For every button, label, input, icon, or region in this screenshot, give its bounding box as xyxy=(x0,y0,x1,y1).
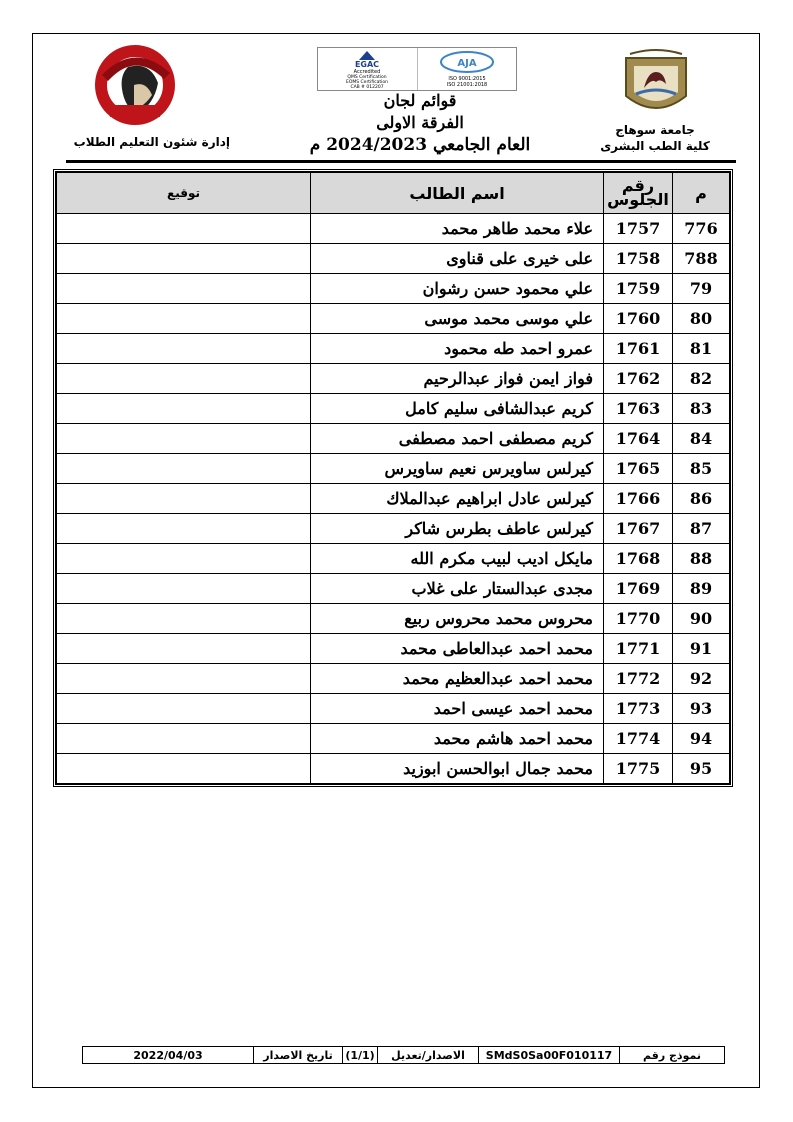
row-name: مجدى عبدالستار على غلاب xyxy=(311,574,604,604)
header-signature: توقيع xyxy=(57,173,311,214)
table-row xyxy=(57,664,730,694)
table-row xyxy=(57,454,730,484)
row-num: 86 xyxy=(673,484,730,514)
form-footer xyxy=(82,1046,725,1064)
table-row xyxy=(57,394,730,424)
row-signature xyxy=(57,304,311,334)
row-num: 88 xyxy=(673,544,730,574)
table-row xyxy=(57,574,730,604)
table-row xyxy=(57,724,730,754)
row-num: 92 xyxy=(673,664,730,694)
row-num: 94 xyxy=(673,724,730,754)
row-signature xyxy=(57,574,311,604)
certification-badges xyxy=(317,47,517,91)
table-row xyxy=(57,214,730,244)
table-row xyxy=(57,484,730,514)
egac-title: EGAC xyxy=(354,60,380,69)
row-name: كريم عبدالشافى سليم كامل xyxy=(311,394,604,424)
header-divider xyxy=(66,160,736,163)
row-num: 84 xyxy=(673,424,730,454)
row-name: كيرلس ساويرس نعيم ساويرس xyxy=(311,454,604,484)
row-seat: 1775 xyxy=(604,754,673,784)
header-name: اسم الطالب xyxy=(311,173,604,214)
university-logo xyxy=(620,48,692,120)
issue-date: 2022/04/03 xyxy=(133,1048,203,1062)
row-num: 80 xyxy=(673,304,730,334)
academic-year: العام الجامعي 2024/2023 م xyxy=(309,135,531,155)
row-seat: 1770 xyxy=(604,604,673,634)
row-name: محمد احمد عبدالعاطى محمد xyxy=(311,634,604,664)
row-seat: 1768 xyxy=(604,544,673,574)
header-seat: رقم الجلوس xyxy=(604,173,673,214)
aja-icon xyxy=(418,48,516,90)
row-num: 83 xyxy=(673,394,730,424)
table-row xyxy=(57,754,730,784)
row-name: محروس محمد محروس ربيع xyxy=(311,604,604,634)
row-name: محمد جمال ابوالحسن ابوزيد xyxy=(311,754,604,784)
row-signature xyxy=(57,424,311,454)
row-name: على خيرى على قناوى xyxy=(311,244,604,274)
row-signature xyxy=(57,604,311,634)
table-row xyxy=(57,304,730,334)
table-row xyxy=(57,424,730,454)
row-signature xyxy=(57,634,311,664)
aja-iso21001: ISO 21001:2018 xyxy=(446,82,487,88)
row-seat: 1772 xyxy=(604,664,673,694)
revision-label: الاصدار/تعديل xyxy=(377,1047,478,1063)
egac-subtitle: Accredited xyxy=(353,69,381,75)
header-num: م xyxy=(673,173,730,214)
row-seat: 1764 xyxy=(604,424,673,454)
row-signature xyxy=(57,454,311,484)
aja-iso9001: ISO 9001:2015 xyxy=(447,76,486,82)
roster-table xyxy=(56,172,730,784)
row-seat: 1758 xyxy=(604,244,673,274)
row-seat: 1765 xyxy=(604,454,673,484)
table-row xyxy=(57,514,730,544)
row-signature xyxy=(57,214,311,244)
row-num: 91 xyxy=(673,634,730,664)
row-seat: 1759 xyxy=(604,274,673,304)
university-name xyxy=(600,122,710,154)
table-row xyxy=(57,634,730,664)
row-signature xyxy=(57,694,311,724)
row-num: 89 xyxy=(673,574,730,604)
row-num: 90 xyxy=(673,604,730,634)
row-name: عمرو احمد طه محمود xyxy=(311,334,604,364)
row-seat: 1760 xyxy=(604,304,673,334)
row-seat: 1771 xyxy=(604,634,673,664)
row-seat: 1757 xyxy=(604,214,673,244)
table-row xyxy=(57,604,730,634)
row-seat: 1769 xyxy=(604,574,673,604)
row-name: محمد احمد عبدالعظيم محمد xyxy=(311,664,604,694)
aja-title: AJA xyxy=(456,58,477,69)
row-signature xyxy=(57,274,311,304)
row-signature xyxy=(57,334,311,364)
table-row xyxy=(57,364,730,394)
faculty-title: كلية الطب البشرى xyxy=(600,139,710,153)
roster-body xyxy=(57,214,730,784)
document-title xyxy=(300,90,540,156)
table-row xyxy=(57,544,730,574)
issue-label: تاريخ الاصدار xyxy=(253,1047,342,1063)
row-signature xyxy=(57,484,311,514)
row-name: محمد احمد هاشم محمد xyxy=(311,724,604,754)
row-signature xyxy=(57,394,311,424)
row-signature xyxy=(57,364,311,394)
row-name: كريم مصطفى احمد مصطفى xyxy=(311,424,604,454)
form-code: SMdS0Sa00F010117 xyxy=(478,1047,619,1063)
row-num: 87 xyxy=(673,514,730,544)
row-num: 81 xyxy=(673,334,730,364)
row-signature xyxy=(57,244,311,274)
row-num: 776 xyxy=(673,214,730,244)
egac-cab: CAB # 012207 xyxy=(350,85,384,90)
title-line-2: الفرقة الاولى xyxy=(376,113,464,132)
table-row xyxy=(57,274,730,304)
table-row xyxy=(57,694,730,724)
row-name: كيرلس عاطف بطرس شاكر xyxy=(311,514,604,544)
aja-badge xyxy=(417,48,517,90)
faculty-logo xyxy=(80,45,190,125)
row-name: محمد احمد عيسى احمد xyxy=(311,694,604,724)
row-signature xyxy=(57,544,311,574)
form-label: نموذج رقم xyxy=(619,1047,724,1063)
egac-icon xyxy=(318,48,416,90)
row-num: 788 xyxy=(673,244,730,274)
table-row xyxy=(57,244,730,274)
egac-eoms: EOMS Certification xyxy=(345,80,389,85)
row-signature xyxy=(57,514,311,544)
row-seat: 1761 xyxy=(604,334,673,364)
row-seat: 1763 xyxy=(604,394,673,424)
row-signature xyxy=(57,754,311,784)
row-name: علي محمود حسن رشوان xyxy=(311,274,604,304)
row-num: 95 xyxy=(673,754,730,784)
revision-value: (1/1) xyxy=(342,1047,377,1063)
row-seat: 1762 xyxy=(604,364,673,394)
row-seat: 1773 xyxy=(604,694,673,724)
row-name: علاء محمد طاهر محمد xyxy=(311,214,604,244)
row-name: فواز ايمن فواز عبدالرحيم xyxy=(311,364,604,394)
student-roster xyxy=(53,169,733,787)
row-signature xyxy=(57,724,311,754)
row-num: 79 xyxy=(673,274,730,304)
row-name: كيرلس عادل ابراهيم عبدالملاك xyxy=(311,484,604,514)
table-row xyxy=(57,334,730,364)
row-seat: 1766 xyxy=(604,484,673,514)
row-num: 93 xyxy=(673,694,730,724)
egac-badge xyxy=(318,48,417,90)
row-seat: 1774 xyxy=(604,724,673,754)
row-name: مايكل اديب لبيب مكرم الله xyxy=(311,544,604,574)
row-seat: 1767 xyxy=(604,514,673,544)
university-title: جامعة سوهاج xyxy=(615,123,695,137)
table-header-row xyxy=(57,173,730,214)
title-line-1: قوائم لجان xyxy=(383,91,457,110)
row-num: 85 xyxy=(673,454,730,484)
row-name: علي موسى محمد موسى xyxy=(311,304,604,334)
row-num: 82 xyxy=(673,364,730,394)
department-label: إدارة شئون التعليم الطلاب xyxy=(73,135,230,149)
row-signature xyxy=(57,664,311,694)
egac-qms: QMS Certification xyxy=(347,75,387,80)
